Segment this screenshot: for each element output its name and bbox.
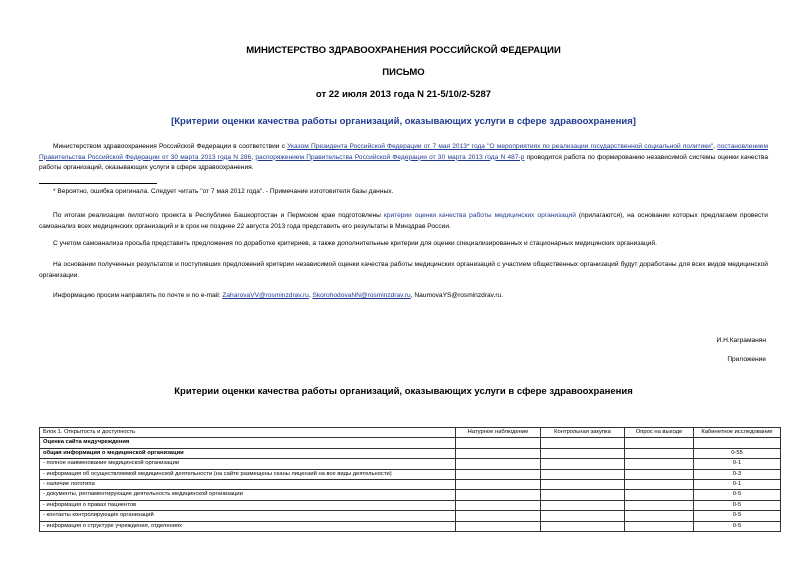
- row-score: [694, 438, 781, 448]
- row-label: - документы, регламентирующие деятельность медицинской организации: [40, 490, 456, 500]
- row-score: 0-1: [694, 459, 781, 469]
- email-naumova: NaumovaYS@rosminzdrav.ru: [414, 292, 502, 299]
- row-control-purchase-cell: [541, 448, 625, 458]
- table-row: [40, 448, 781, 458]
- row-observation-cell: [456, 521, 541, 531]
- row-exit-poll-cell: [625, 438, 694, 448]
- table-row: [40, 480, 781, 490]
- row-observation-cell: [456, 459, 541, 469]
- table-row: [40, 459, 781, 469]
- signature: И.Н.Каграманян: [716, 337, 766, 344]
- row-control-purchase-cell: [541, 480, 625, 490]
- footnote-divider: [39, 183, 157, 184]
- appendix-label: Приложение: [727, 356, 766, 363]
- row-label: - полное наименование медицинской организации: [40, 459, 456, 469]
- decree-link[interactable]: Указом Президента Российской Федерации от 7 мая 2013* года "О мероприятиях по реализации государственной социальной политики": [287, 143, 714, 150]
- row-score: 0-5: [694, 490, 781, 500]
- intro-text-3: ,: [251, 153, 256, 161]
- row-label: - информация о структуре учреждения, отделениях: [40, 521, 456, 531]
- email-link-zaharova[interactable]: ZaharovaVV@rosminzdrav.ru: [222, 292, 309, 299]
- table-row: [40, 469, 781, 479]
- table-row: [40, 511, 781, 521]
- row-label: - наличие логотипа: [40, 480, 456, 490]
- row-score: 0-55: [694, 448, 781, 458]
- intro-paragraph: [39, 142, 768, 174]
- document-title: [Критерии оценки качества работы организаций, оказывающих услуги в сфере здравоохранения]: [171, 116, 636, 127]
- intro-text-1: Министерством здравоохранения Российской Федерации в соответствии с: [53, 143, 288, 150]
- row-exit-poll-cell: [625, 469, 694, 479]
- order-link[interactable]: распоряжением Правительства Российской Федерации от 30 марта 2013 года N 487-р: [255, 153, 525, 161]
- row-control-purchase-cell: [541, 459, 625, 469]
- row-score: 0-5: [694, 511, 781, 521]
- row-observation-cell: [456, 500, 541, 510]
- row-observation-cell: [456, 438, 541, 448]
- table-row: [40, 438, 781, 448]
- row-control-purchase-cell: [541, 511, 625, 521]
- criteria-table: [39, 427, 781, 532]
- row-score: 0-1: [694, 480, 781, 490]
- table-row: [40, 500, 781, 510]
- table-row: [40, 521, 781, 531]
- header-control-purchase: Контрольная закупка: [541, 428, 625, 438]
- row-observation-cell: [456, 511, 541, 521]
- row-control-purchase-cell: [541, 469, 625, 479]
- row-label: - информация об осуществляемой медицинской деятельности (на сайте размещены сканы лицензий на все виды деятельности): [40, 469, 456, 479]
- row-exit-poll-cell: [625, 521, 694, 531]
- contact-paragraph: [39, 291, 768, 302]
- table-row: [40, 490, 781, 500]
- row-exit-poll-cell: [625, 448, 694, 458]
- row-observation-cell: [456, 490, 541, 500]
- row-exit-poll-cell: [625, 490, 694, 500]
- ministry-heading: МИНИСТЕРСТВО ЗДРАВООХРАНЕНИЯ РОССИЙСКОЙ ФЕДЕРАЦИИ: [246, 45, 561, 56]
- row-control-purchase-cell: [541, 438, 625, 448]
- row-label: - информация о правах пациентов: [40, 500, 456, 510]
- contact-end: .: [501, 292, 504, 299]
- row-exit-poll-cell: [625, 459, 694, 469]
- resolution-link[interactable]: постановлением Правительства Российской Федерации от 30 марта 2013 года N 286: [39, 143, 768, 161]
- row-control-purchase-cell: [541, 500, 625, 510]
- table-header-row: [40, 428, 781, 438]
- row-score: 0-5: [694, 521, 781, 531]
- contact-sep-2: ,: [410, 292, 415, 299]
- email-link-skorohodova[interactable]: SkorohodovaNN@rosminzdrav.ru: [312, 292, 411, 299]
- row-observation-cell: [456, 480, 541, 490]
- document-date-number: от 22 июля 2013 года N 21-5/10/2-5287: [315, 89, 492, 100]
- row-control-purchase-cell: [541, 521, 625, 531]
- contact-text: Информацию просим направлять по почте и по e-mail:: [53, 292, 223, 299]
- intro-text-4: проводится работа по формированию независимой системы оценки качества работы организаций, оказывающих услуги в сфере здравоохранения.: [39, 153, 768, 172]
- row-control-purchase-cell: [541, 490, 625, 500]
- row-observation-cell: [456, 448, 541, 458]
- row-label: - контакты контролирующих организаций: [40, 511, 456, 521]
- intro-text-2: ,: [713, 143, 718, 150]
- contact-sep-1: ,: [308, 292, 313, 299]
- row-label: общая информация о медицинской организации: [40, 448, 456, 458]
- pilot-text-2: (прилагаются), на основании которых предлагаем провести самоанализ всех медицинских организаций и в срок не позднее 22 августа 2013 года представить его результаты в Минздрав России.: [39, 212, 768, 230]
- criteria-link[interactable]: критерии оценки качества работы медицинских организаций: [383, 212, 576, 219]
- document-type: ПИСЬМО: [382, 67, 425, 78]
- pilot-text-1: По итогам реализации пилотного проекта в Республике Башкортостан и Пермском крае подготовлены: [53, 212, 384, 219]
- header-desk-research: Кабинетное исследование: [694, 428, 781, 438]
- row-observation-cell: [456, 469, 541, 479]
- header-observation: Натурное наблюдение: [456, 428, 541, 438]
- basis-paragraph: На основании полученных результатов и поступивших предложений критерии независимой оценки качества работы медицинских организаций с участием общественных организаций будут доработаны для всех видов медицинской организации.: [39, 261, 768, 279]
- header-block: Блок 1. Открытость и доступность: [40, 428, 456, 438]
- self-analysis-paragraph: С учетом самоанализа просьба представить предложения по доработке критериев, а также дополнительные критерии для оценки специализированных и стационарных медицинских организаций.: [53, 240, 657, 247]
- row-exit-poll-cell: [625, 500, 694, 510]
- row-exit-poll-cell: [625, 511, 694, 521]
- row-score: 0-5: [694, 500, 781, 510]
- pilot-paragraph: [39, 211, 768, 232]
- footnote: * Вероятно, ошибка оригинала. Следует читать "от 7 мая 2012 года". - Примечание изготовителя базы данных.: [53, 188, 394, 195]
- header-exit-poll: Опрос на выходе: [625, 428, 694, 438]
- row-label: Оценка сайта медучреждения: [40, 438, 456, 448]
- criteria-title: Критерии оценки качества работы организаций, оказывающих услуги в сфере здравоохранения: [174, 386, 633, 397]
- row-score: 0-3: [694, 469, 781, 479]
- row-exit-poll-cell: [625, 480, 694, 490]
